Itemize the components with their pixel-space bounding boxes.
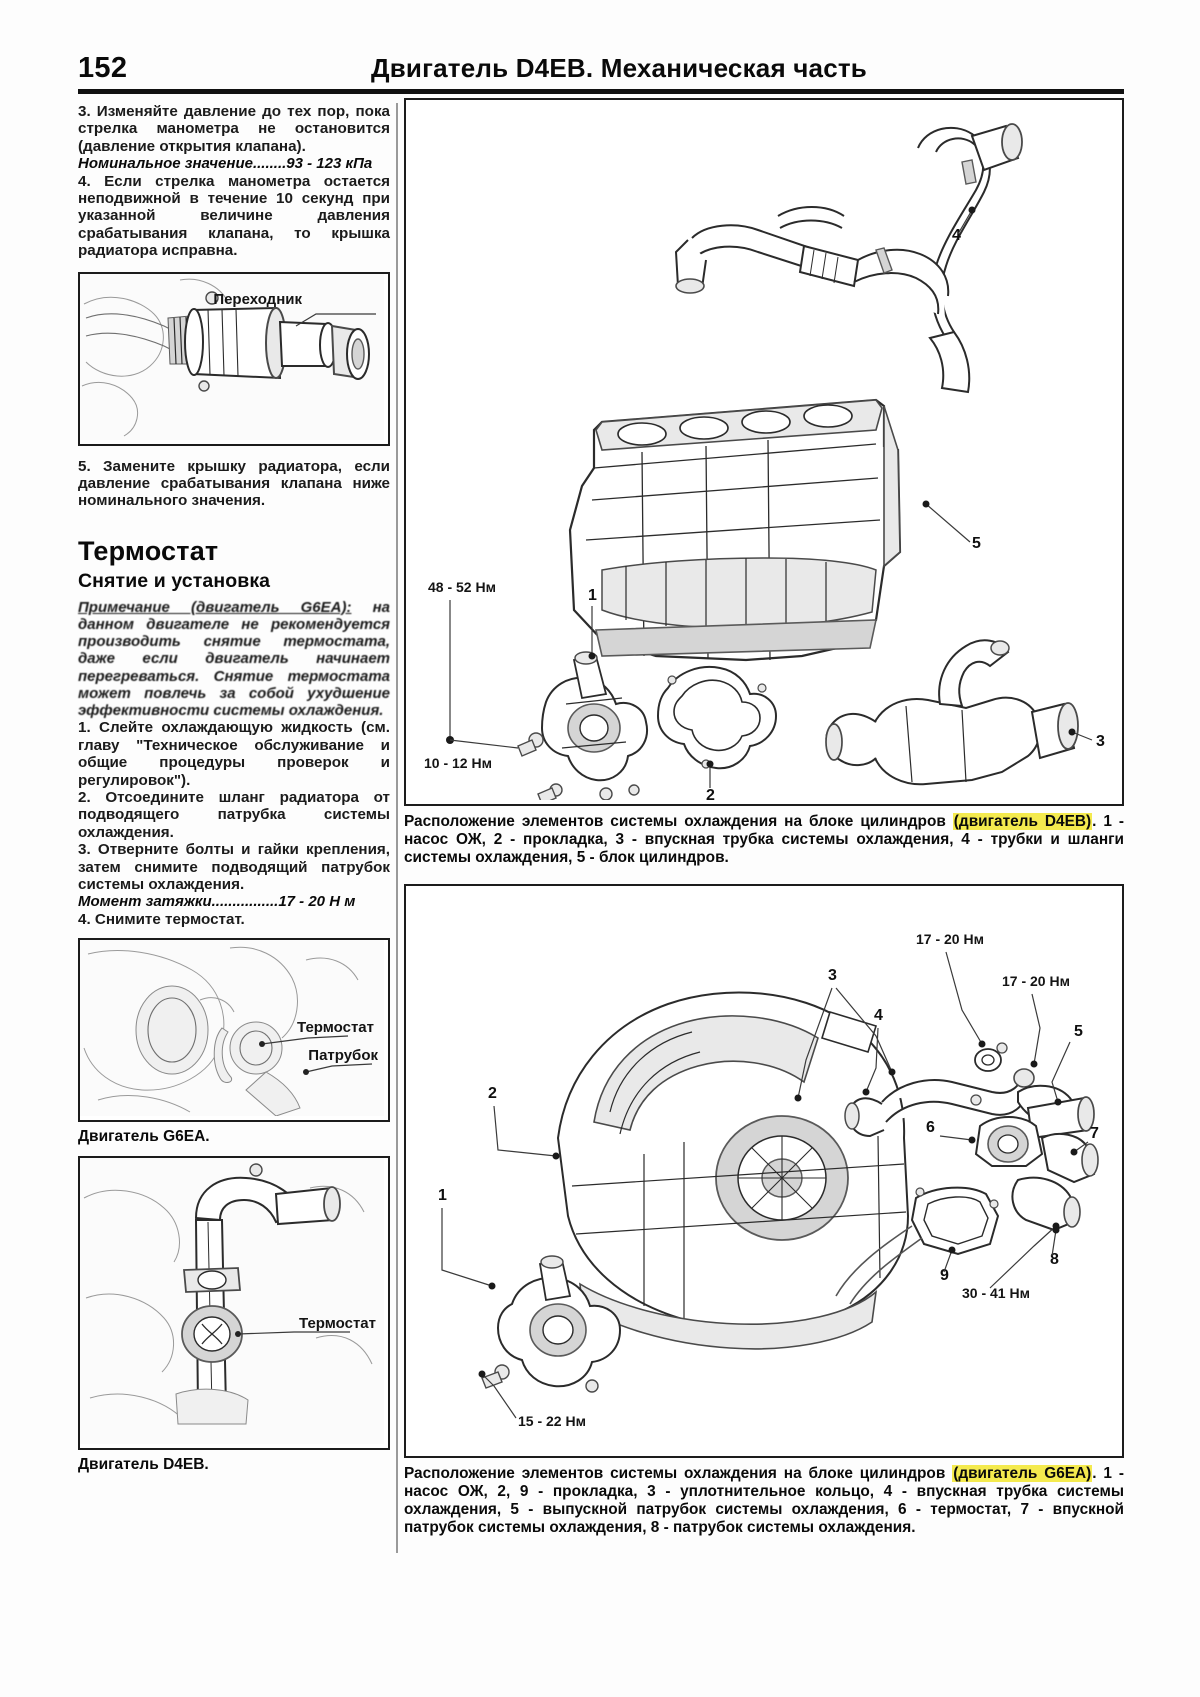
callout-b9: 9 <box>940 1266 949 1284</box>
figure-thermostat-d4eb-drawing <box>80 1158 384 1444</box>
spec-tightening-torque <box>78 893 390 910</box>
subsection-title-removal: Снятие и установка <box>78 569 271 592</box>
torque-label-b3: 30 - 41 Нм <box>962 1284 1030 1301</box>
callout-b1: 1 <box>438 1186 447 1204</box>
caption-prefix-top: Расположение элементов системы охлаждения на блоке цилиндров <box>404 813 953 830</box>
section-title-thermostat: Термостат <box>78 535 219 566</box>
spec-torque-value: 17 - 20 Н м <box>278 893 356 911</box>
callout-5: 5 <box>972 535 981 552</box>
torque-label-48-52: 48 - 52 Нм <box>428 579 496 595</box>
figure-thermostat-d4eb <box>78 1156 390 1450</box>
step-3b-text: 3. Отверните болты и гайки крепления, затем снимите подводящий патрубок системы охлаждения. <box>78 841 390 893</box>
step-4b-text: 4. Снимите термостат. <box>78 910 245 928</box>
figure-label-thermostat-2: Термостат <box>299 1315 376 1333</box>
figure-caption-g6ea: Двигатель G6EA. <box>78 1128 210 1146</box>
figure-radiator-cap-adapter <box>78 272 390 446</box>
page-title: Двигатель D4EB. Механическая часть <box>371 53 867 83</box>
spec-nominal-value: 93 - 123 кПа <box>286 155 373 173</box>
callout-2: 2 <box>706 787 715 800</box>
figure-label-pipe: Патрубок <box>308 1047 378 1065</box>
left-column <box>78 103 390 1474</box>
torque-label-b1: 17 - 20 Нм <box>916 930 984 947</box>
right-column <box>404 98 1124 1537</box>
callout-3: 3 <box>1096 733 1105 750</box>
step-5-text: 5. Замените крышку радиатора, если давление срабатывания клапана ниже номинального значения. <box>78 457 390 510</box>
callout-b5: 5 <box>1074 1022 1083 1040</box>
torque-label-10-12-visible: 10 - 12 Нм <box>424 755 492 771</box>
callout-b8: 8 <box>1050 1250 1059 1268</box>
step-4-text: 4. Если стрелка манометра остается неподвижной в течение 10 секунд при указанной величине давления срабатывания клапана, то крышка радиатора исправна. <box>78 172 390 260</box>
figure-thermostat-g6ea <box>78 938 390 1122</box>
figure-cooling-system-d4eb <box>404 98 1124 806</box>
callout-b6: 6 <box>926 1118 935 1136</box>
cylinder-block-group <box>570 400 900 660</box>
figure-label-thermostat: Термостат <box>297 1019 374 1037</box>
step-1-text: 1. Слейте охлаждающую жидкость (см. главу "Техническое обслуживание и общие процедуры проверок и регулировок"). <box>78 719 390 789</box>
caption-prefix-bottom: Расположение элементов системы охлаждения на блоке цилиндров <box>404 1464 953 1482</box>
column-divider <box>396 103 398 1553</box>
spec-nominal-dots: ........ <box>252 155 287 173</box>
spec-nominal-pressure <box>78 155 390 172</box>
figure-cooling-system-d4eb-drawing <box>406 100 1118 800</box>
figure-caption-d4eb: Двигатель D4EB. <box>78 1456 209 1474</box>
torque-label-b4: 15 - 22 Нм <box>518 1412 586 1429</box>
callout-b7: 7 <box>1090 1124 1099 1142</box>
note-g6ea <box>78 599 390 719</box>
caption-highlight-top: (двигатель D4EB) <box>953 813 1092 830</box>
callout-4: 4 <box>952 227 961 244</box>
step-2-text: 2. Отсоедините шланг радиатора от подводящего патрубка системы охлаждения. <box>78 788 390 841</box>
step-3-text: 3. Изменяйте давление до тех пор, пока стрелка манометра не остановится (давление открытия клапана). <box>78 103 390 155</box>
note-body: на данном двигателе не рекомендуется производить снятие термостата, даже если двигатель начинает перегреваться. Снятие термостата может повлечь за собой ухудшение эффективности системы охлаждения. <box>78 598 390 720</box>
callout-b3: 3 <box>828 966 837 984</box>
page-number: 152 <box>78 52 128 84</box>
callout-1: 1 <box>588 587 597 604</box>
header-divider <box>78 89 1124 94</box>
spec-nominal-label: Номинальное значение <box>78 155 253 173</box>
figure-caption-cooling-d4eb <box>404 813 1124 868</box>
spec-torque-label: Момент затяжки <box>78 893 212 911</box>
figure-label-adapter: Переходник <box>213 290 302 308</box>
page-header <box>78 52 1124 92</box>
figure-cooling-system-g6ea <box>404 884 1124 1458</box>
caption-rest-top: . 1 - насос ОЖ, 2 - прокладка, 3 - впускная трубка системы охлаждения, 4 - трубки и шланги системы охлаждения, 5 - блок цилиндров. <box>404 813 1124 867</box>
note-underlined-lead: Примечание (двигатель G6EA): <box>78 598 352 616</box>
caption-rest-bottom: . 1 - насос ОЖ, 2, 9 - прокладка, 3 - уплотнительное кольцо, 4 - впускная трубка системы охлаждения, 5 - выпускной патрубок системы охлаждения, 6 - термостат, 7 - впускной патрубок системы охлаждения, 8 - патрубок системы охлаждения. <box>404 1464 1125 1537</box>
torque-label-b2: 17 - 20 Нм <box>1002 972 1070 989</box>
callout-b4: 4 <box>874 1006 883 1024</box>
callout-b2: 2 <box>488 1084 497 1102</box>
figure-cooling-system-g6ea-drawing <box>406 886 1118 1452</box>
figure-radiator-cap-adapter-drawing <box>80 274 384 440</box>
figure-caption-cooling-g6ea <box>404 1465 1124 1538</box>
caption-highlight-bottom: (двигатель G6EA) <box>953 1464 1092 1482</box>
spec-torque-dots: ................ <box>211 893 279 911</box>
figure-thermostat-g6ea-drawing <box>80 940 384 1116</box>
